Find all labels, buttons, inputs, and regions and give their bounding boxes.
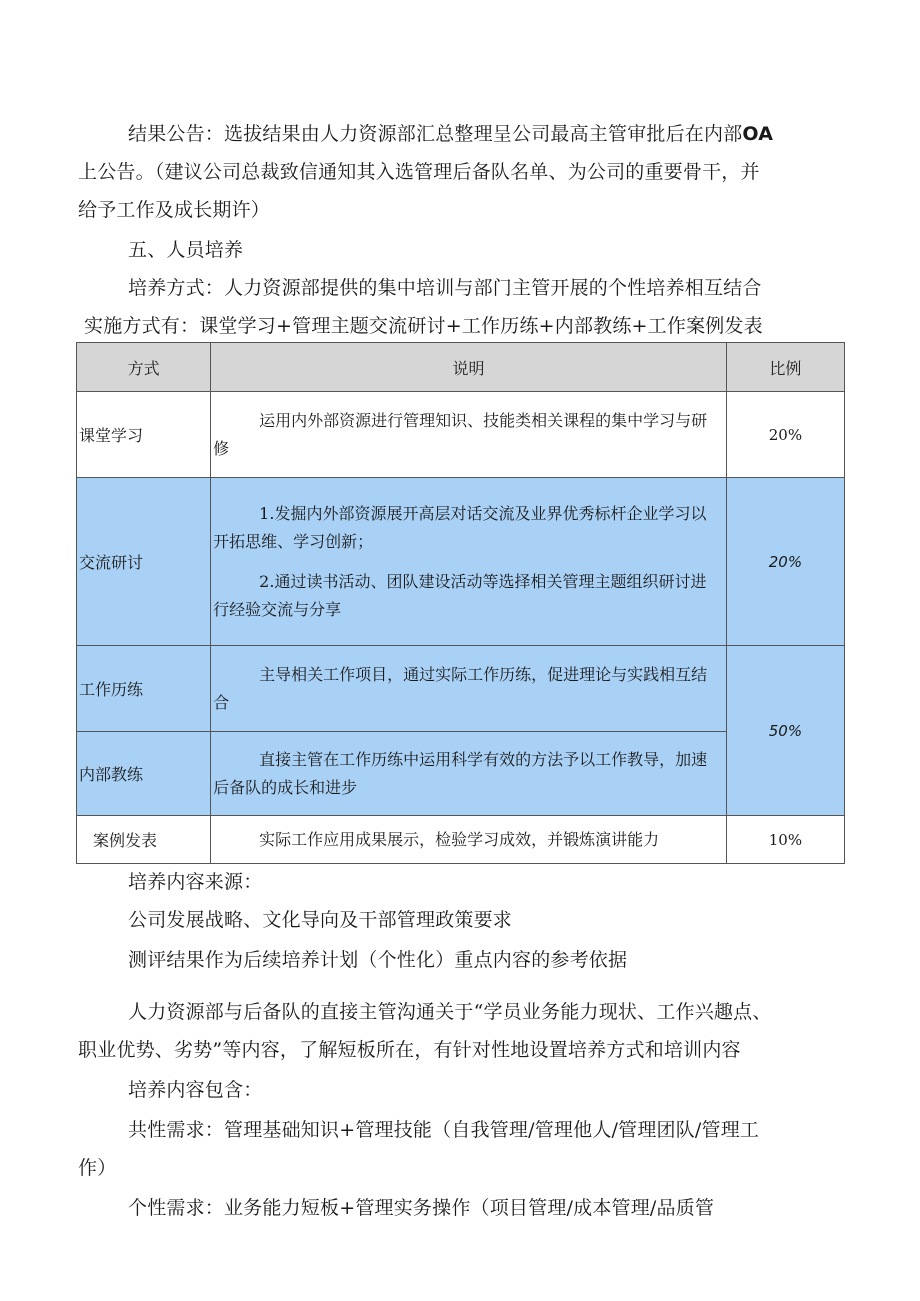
hr-communication-line1: 人力资源部与后备队的直接主管沟通关于“学员业务能力现状、工作兴趣点、 — [128, 1001, 772, 1023]
table-row — [77, 816, 845, 864]
header-method: 方式 — [77, 343, 211, 392]
table-row — [77, 392, 845, 478]
row-ratio: 20% — [726, 478, 844, 646]
row-method: 工作历练 — [77, 646, 211, 732]
row-method: 课堂学习 — [77, 392, 211, 478]
oa-text: OA — [742, 123, 774, 145]
row-ratio: 20% — [726, 392, 844, 478]
content-source-2: 测评结果作为后续培养计划（个性化）重点内容的参考依据 — [128, 949, 628, 971]
result-announcement-line2: 上公告。（建议公司总裁致信通知其入选管理后备队名单、为公司的重要骨干，并 — [78, 161, 760, 183]
common-needs-line1: 共性需求：管理基础知识+管理技能（自我管理/管理他人/管理团队/管理工 — [128, 1119, 760, 1141]
training-method-text: 培养方式：人力资源部提供的集中培训与部门主管开展的个性培养相互结合 — [128, 277, 762, 299]
header-ratio: 比例 — [726, 343, 844, 392]
implementation-text: 实施方式有：课堂学习+管理主题交流研讨+工作历练+内部教练+工作案例发表 — [84, 315, 763, 337]
section-heading-5: 五、人员培养 — [128, 239, 244, 261]
common-needs-line2: 作） — [78, 1157, 117, 1179]
row-ratio: 50% — [726, 646, 844, 816]
content-include-heading: 培养内容包含： — [128, 1079, 263, 1101]
result-announcement-line3: 给予工作及成长期许） — [78, 199, 271, 221]
row-ratio: 10% — [726, 816, 844, 864]
training-table — [76, 342, 845, 864]
header-desc: 说明 — [211, 343, 727, 392]
content-source-1: 公司发展战略、文化导向及干部管理政策要求 — [128, 909, 513, 931]
hr-communication-line2: 职业优势、劣势”等内容，了解短板所在，有针对性地设置培养方式和培训内容 — [78, 1039, 741, 1061]
personal-needs-line1: 个性需求：业务能力短板+管理实务操作（项目管理/成本管理/品质管 — [128, 1197, 715, 1219]
row-desc: 主导相关工作项目，通过实际工作历练，促进理论与实践相互结合 — [211, 646, 727, 732]
row-desc: 1.发掘内外部资源展开高层对话交流及业界优秀标杆企业学习以开拓思维、学习创新； 2.通过读书活动、团队建设活动等选择相关管理主题组织研讨进行经验交流与分享 — [211, 478, 727, 646]
result-announcement-line1: 结果公告：选拔结果由人力资源部汇总整理呈公司最高主管审批后在内部OA — [128, 123, 774, 145]
row-method: 内部教练 — [77, 732, 211, 816]
row-desc: 实际工作应用成果展示，检验学习成效，并锻炼演讲能力 — [211, 816, 727, 864]
table-header-row — [77, 343, 845, 392]
content-source-heading: 培养内容来源： — [128, 871, 263, 893]
row-method: 交流研讨 — [77, 478, 211, 646]
row-desc: 直接主管在工作历练中运用科学有效的方法予以工作教导，加速后备队的成长和进步 — [211, 732, 727, 816]
row-desc: 运用内外部资源进行管理知识、技能类相关课程的集中学习与研修 — [211, 392, 727, 478]
table-row — [77, 646, 845, 732]
table-row — [77, 478, 845, 646]
row-method: 案例发表 — [77, 816, 211, 864]
